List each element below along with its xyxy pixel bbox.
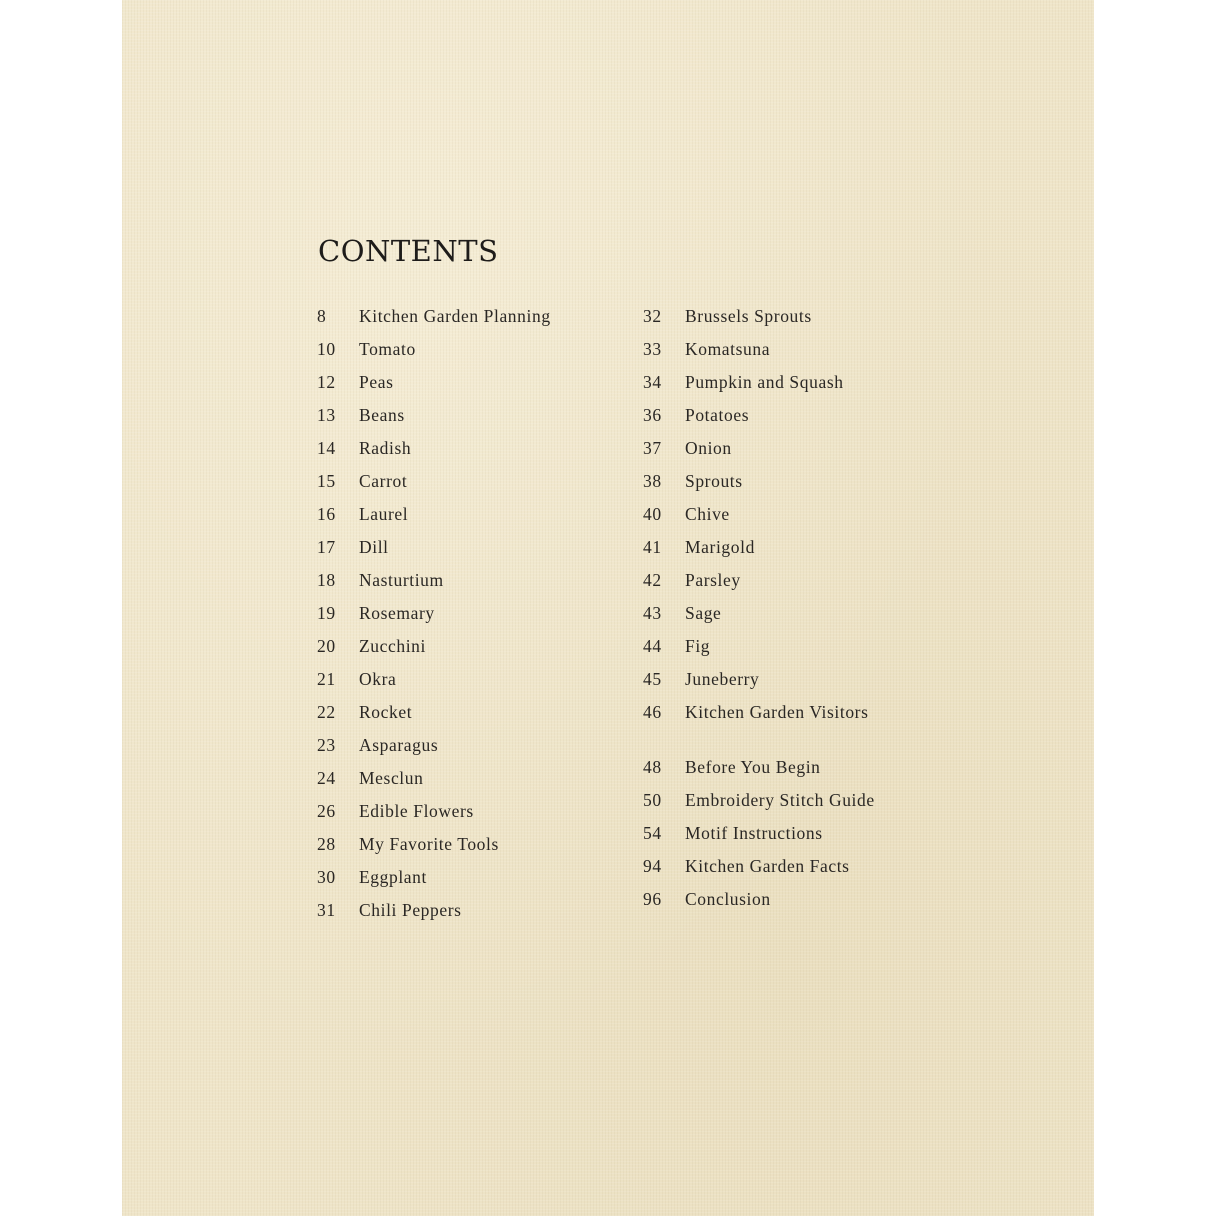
entry-title: Before You Begin bbox=[685, 757, 821, 777]
entry-title: Onion bbox=[685, 438, 732, 458]
toc-entry[interactable] bbox=[643, 504, 875, 537]
page-number: 36 bbox=[643, 405, 662, 425]
toc-entry[interactable] bbox=[643, 636, 875, 669]
entry-title: Zucchini bbox=[359, 636, 426, 656]
toc-entry[interactable] bbox=[317, 504, 551, 537]
page-number: 37 bbox=[643, 438, 662, 458]
toc-entry[interactable] bbox=[643, 339, 875, 372]
toc-entry[interactable] bbox=[643, 306, 875, 339]
toc-entry[interactable] bbox=[317, 867, 551, 900]
page-number: 96 bbox=[643, 889, 662, 909]
page-number: 44 bbox=[643, 636, 662, 656]
toc-entry[interactable] bbox=[643, 603, 875, 636]
page-number: 24 bbox=[317, 768, 336, 788]
toc-entry[interactable] bbox=[317, 603, 551, 636]
page-number: 28 bbox=[317, 834, 336, 854]
entry-title: Carrot bbox=[359, 471, 408, 491]
entry-title: Chive bbox=[685, 504, 730, 524]
page-number: 48 bbox=[643, 757, 662, 777]
page-number: 94 bbox=[643, 856, 662, 876]
toc-entry[interactable] bbox=[643, 471, 875, 504]
entry-title: Brussels Sprouts bbox=[685, 306, 812, 326]
page-number: 17 bbox=[317, 537, 336, 557]
toc-entry[interactable] bbox=[317, 306, 551, 339]
toc-entry[interactable] bbox=[643, 438, 875, 471]
entry-title: Pumpkin and Squash bbox=[685, 372, 844, 392]
toc-entry[interactable] bbox=[317, 339, 551, 372]
entry-title: Kitchen Garden Facts bbox=[685, 856, 850, 876]
toc-entry[interactable] bbox=[317, 570, 551, 603]
entry-title: Chili Peppers bbox=[359, 900, 462, 920]
entry-title: Tomato bbox=[359, 339, 416, 359]
entry-title: Edible Flowers bbox=[359, 801, 474, 821]
toc-entry[interactable] bbox=[643, 702, 875, 735]
toc-entry[interactable] bbox=[643, 823, 875, 856]
toc-entry[interactable] bbox=[317, 636, 551, 669]
page-number: 15 bbox=[317, 471, 336, 491]
page-number: 33 bbox=[643, 339, 662, 359]
entry-title: Conclusion bbox=[685, 889, 771, 909]
entry-title: Potatoes bbox=[685, 405, 750, 425]
page-number: 34 bbox=[643, 372, 662, 392]
entry-title: Embroidery Stitch Guide bbox=[685, 790, 875, 810]
toc-entry[interactable] bbox=[643, 537, 875, 570]
page-number: 41 bbox=[643, 537, 662, 557]
entry-title: Mesclun bbox=[359, 768, 424, 788]
contents-list-left bbox=[317, 306, 551, 933]
page-number: 19 bbox=[317, 603, 336, 623]
page-number: 16 bbox=[317, 504, 336, 524]
toc-entry[interactable] bbox=[317, 834, 551, 867]
page-number: 23 bbox=[317, 735, 336, 755]
book-page bbox=[122, 0, 1094, 1216]
toc-entry[interactable] bbox=[317, 801, 551, 834]
toc-entry[interactable] bbox=[317, 471, 551, 504]
page-number: 32 bbox=[643, 306, 662, 326]
page-number: 22 bbox=[317, 702, 336, 722]
toc-entry[interactable] bbox=[643, 405, 875, 438]
page-number: 31 bbox=[317, 900, 336, 920]
page-number: 21 bbox=[317, 669, 336, 689]
entry-title: Kitchen Garden Planning bbox=[359, 306, 551, 326]
entry-title: Marigold bbox=[685, 537, 755, 557]
toc-entry[interactable] bbox=[643, 669, 875, 702]
entry-title: Parsley bbox=[685, 570, 741, 590]
page-number: 50 bbox=[643, 790, 662, 810]
page-number: 10 bbox=[317, 339, 336, 359]
entry-title: Juneberry bbox=[685, 669, 760, 689]
entry-title: Rosemary bbox=[359, 603, 435, 623]
toc-entry[interactable] bbox=[317, 702, 551, 735]
toc-entry[interactable] bbox=[317, 405, 551, 438]
page-number: 20 bbox=[317, 636, 336, 656]
toc-entry[interactable] bbox=[643, 856, 875, 889]
toc-entry[interactable] bbox=[643, 889, 875, 922]
contents-list-right bbox=[643, 306, 875, 922]
page-number: 54 bbox=[643, 823, 662, 843]
page-number: 43 bbox=[643, 603, 662, 623]
entry-title: Okra bbox=[359, 669, 397, 689]
entry-title: Kitchen Garden Visitors bbox=[685, 702, 869, 722]
toc-entry[interactable] bbox=[643, 790, 875, 823]
toc-entry[interactable] bbox=[643, 570, 875, 603]
toc-entry[interactable] bbox=[317, 372, 551, 405]
entry-title: Komatsuna bbox=[685, 339, 771, 359]
page-number: 26 bbox=[317, 801, 336, 821]
entry-title: Dill bbox=[359, 537, 389, 557]
toc-entry[interactable] bbox=[643, 372, 875, 405]
toc-entry[interactable] bbox=[643, 757, 875, 790]
entry-title: Fig bbox=[685, 636, 711, 656]
page-title: CONTENTS bbox=[318, 234, 499, 268]
entry-title: Laurel bbox=[359, 504, 409, 524]
entry-title: Peas bbox=[359, 372, 394, 392]
page-number: 8 bbox=[317, 306, 327, 326]
toc-entry[interactable] bbox=[317, 537, 551, 570]
entry-title: Sage bbox=[685, 603, 722, 623]
page-number: 46 bbox=[643, 702, 662, 722]
entry-title: Radish bbox=[359, 438, 412, 458]
toc-entry[interactable] bbox=[317, 900, 551, 933]
page-number: 30 bbox=[317, 867, 336, 887]
page-number: 40 bbox=[643, 504, 662, 524]
page-number: 18 bbox=[317, 570, 336, 590]
toc-entry[interactable] bbox=[317, 438, 551, 471]
entry-title: Motif Instructions bbox=[685, 823, 823, 843]
toc-entry[interactable] bbox=[317, 768, 551, 801]
toc-entry[interactable] bbox=[317, 669, 551, 702]
entry-title: My Favorite Tools bbox=[359, 834, 499, 854]
entry-title: Beans bbox=[359, 405, 405, 425]
page-number: 14 bbox=[317, 438, 336, 458]
page-number: 12 bbox=[317, 372, 336, 392]
entry-title: Sprouts bbox=[685, 471, 743, 491]
toc-entry[interactable] bbox=[317, 735, 551, 768]
page-number: 13 bbox=[317, 405, 336, 425]
entry-title: Asparagus bbox=[359, 735, 439, 755]
entry-title: Eggplant bbox=[359, 867, 427, 887]
entry-title: Rocket bbox=[359, 702, 413, 722]
page-number: 42 bbox=[643, 570, 662, 590]
page-number: 45 bbox=[643, 669, 662, 689]
entry-title: Nasturtium bbox=[359, 570, 444, 590]
page-number: 38 bbox=[643, 471, 662, 491]
